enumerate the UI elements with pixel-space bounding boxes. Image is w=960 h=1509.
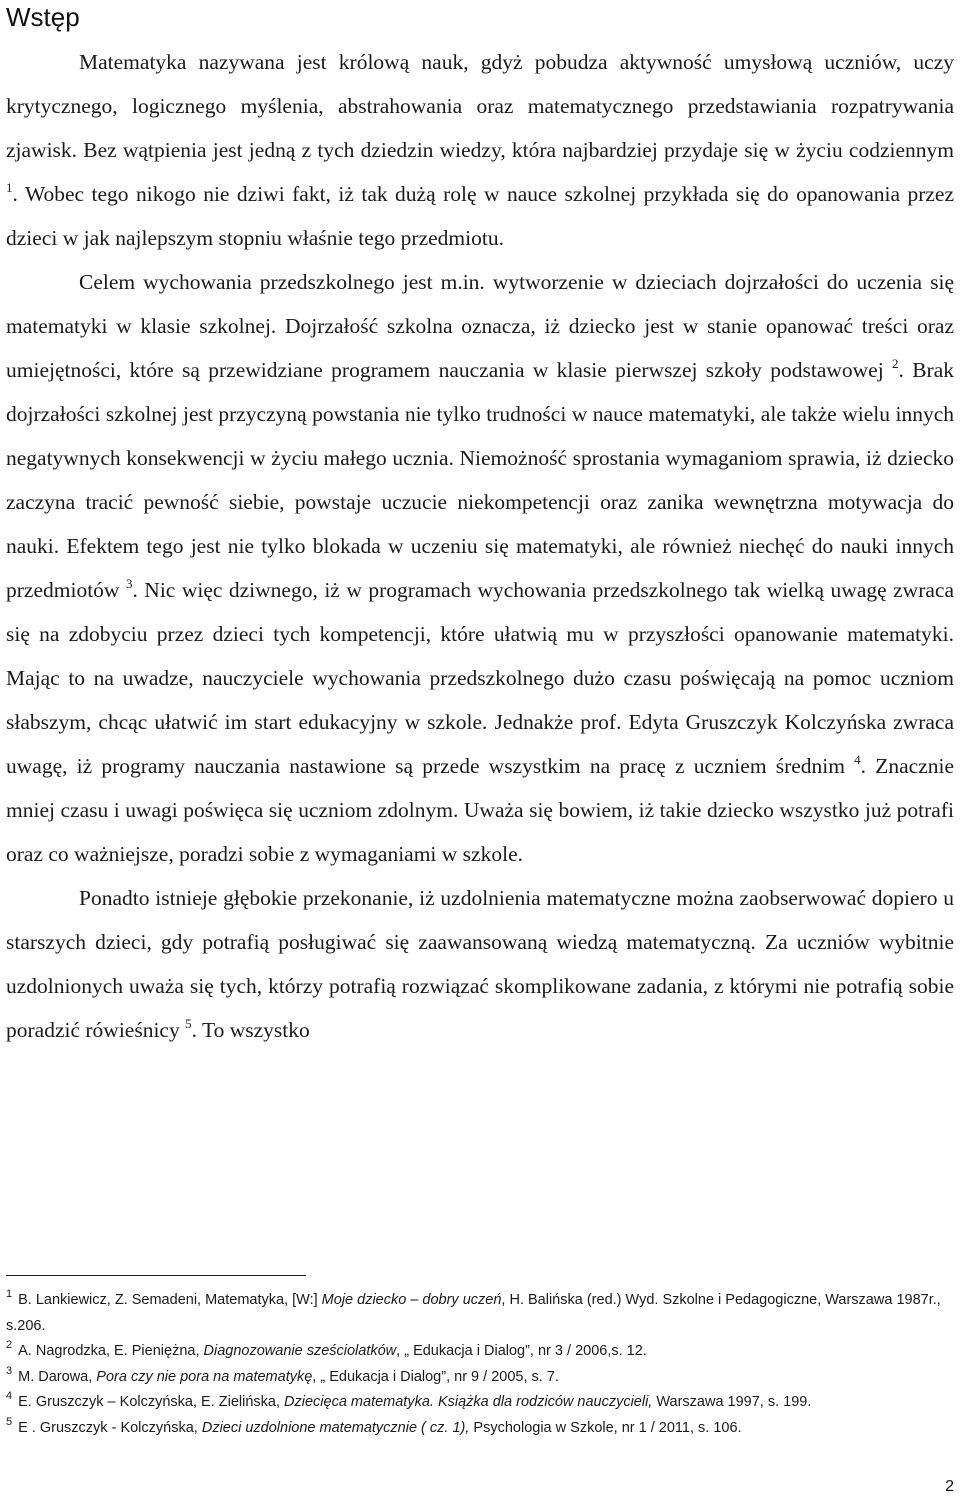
- paragraph-2: Celem wychowania przedszkolnego jest m.in. wytworzenie w dzieciach dojrzałości do uczenia się matematyki w klasie szkolnej. Dojrzałość szkolna oznacza, iż dziecko jest w stanie opanować treści oraz umiejętności, które są przewidziane programem nauczania w klasie pierwszej szkoły podstawowej $^2$. Brak dojrzałości szkolnej jest przyczyną powstania nie tylko trudności w nauce matematyki, ale także wielu innych negatywnych konsekwencji w życiu małego ucznia. Niemożność sprostania wymaganiom sprawia, iż dziecko zaczyna tracić pewność siebie, powstaje uczucie niekompetencji oraz zanika wewnętrzna motywacja do nauki. Efektem tego jest nie tylko blokada w uczeniu się matematyki, ale również niechęć do nauki innych przedmiotów $^3$. Nic więc dziwnego, iż w programach wychowania przedszkolnego tak wielką uwagę zwraca się na zdobyciu przez dzieci tych kompetencji, które ułatwią mu w przyszłości opanowanie matematyki. Mając to na uwadze, nauczyciele wychowania przedszkolnego dużo czasu poświęcają na pomoc uczniom słabszym, chcąc ułatwić im start edukacyjny w szkole. Jednakże prof. Edyta Gruszczyk Kolczyńska zwraca uwagę, iż programy nauczania nastawione są przede wszystkim na pracę z uczniem średnim $^4$. Znacznie mniej czasu i uwagi poświęca się uczniom zdolnym. Uważa się bowiem, iż takie dziecko wszystko już potrafi oraz co ważniejsze, poradzi sobie z wymaganiami w szkole.: [6, 270, 954, 866]
- footnote-5: $^5$ E . Gruszczyk - Kolczyńska, Dzieci uzdolnione matematycznie ( cz. 1), Psychologia w Szkole, nr 1 / 2011, s. 106.: [6, 1415, 742, 1436]
- footnote-1: $^1$ B. Lankiewicz, Z. Semadeni, Matematyka, [W:] Moje dziecko – dobry uczeń, H. Balińska (red.) Wyd. Szkolne i Pedagogiczne, Warszawa 1987r., s.206.: [6, 1288, 941, 1334]
- page-number: 2: [945, 1478, 954, 1495]
- footnote-ref-5[interactable]: 5: [185, 1016, 192, 1031]
- body-text: [6, 40, 954, 1052]
- footnote-ref-4[interactable]: 4: [854, 752, 861, 767]
- footnote-ref-2[interactable]: 2: [892, 356, 899, 371]
- footnote-ref-3[interactable]: 3: [125, 576, 133, 591]
- paragraph-3: Ponadto istnieje głębokie przekonanie, iż uzdolnienia matematyczne można zaobserwować dopiero u starszych dzieci, gdy potrafią posługiwać się zaawansowaną wiedzą matematyczną. Za uczniów wybitnie uzdolnionych uważa się tych, którzy potrafią rozwiązać skomplikowane zadania, z którymi nie potrafią sobie poradzić rówieśnicy $^5$. To wszystko: [6, 886, 954, 1042]
- footnote-separator: [6, 1275, 306, 1276]
- footnote-2: $^2$ A. Nagrodzka, E. Pieniężna, Diagnozowanie sześciolatków, „ Edukacja i Dialog”, nr 3 / 2006,s. 12.: [6, 1339, 647, 1359]
- section-heading: Wstęp: [6, 2, 80, 32]
- footnotes: [6, 1288, 956, 1441]
- footnote-3: $^3$ M. Darowa, Pora czy nie pora na matematykę, „ Edukacja i Dialog”, nr 9 / 2005, s. 7.: [6, 1364, 559, 1385]
- footnote-4: $^4$ E. Gruszczyk – Kolczyńska, E. Zielińska, Dziecięca matematyka. Książka dla rodziców nauczycieli, Warszawa 1997, s. 199.: [6, 1390, 812, 1410]
- paragraph-1: Matematyka nazywana jest królową nauk, gdyż pobudza aktywność umysłową uczniów, uczy krytycznego, logicznego myślenia, abstrahowania oraz matematycznego przedstawiania rozpatrywania zjawisk. Bez wątpienia jest jedną z tych dziedzin wiedzy, która najbardziej przydaje się w życiu codziennym $^1$. Wobec tego nikogo nie dziwi fakt, iż tak dużą rolę w nauce szkolnej przykłada się do opanowania przez dzieci w jak najlepszym stopniu właśnie tego przedmiotu.: [6, 50, 954, 250]
- footnote-ref-1[interactable]: 1: [6, 180, 13, 195]
